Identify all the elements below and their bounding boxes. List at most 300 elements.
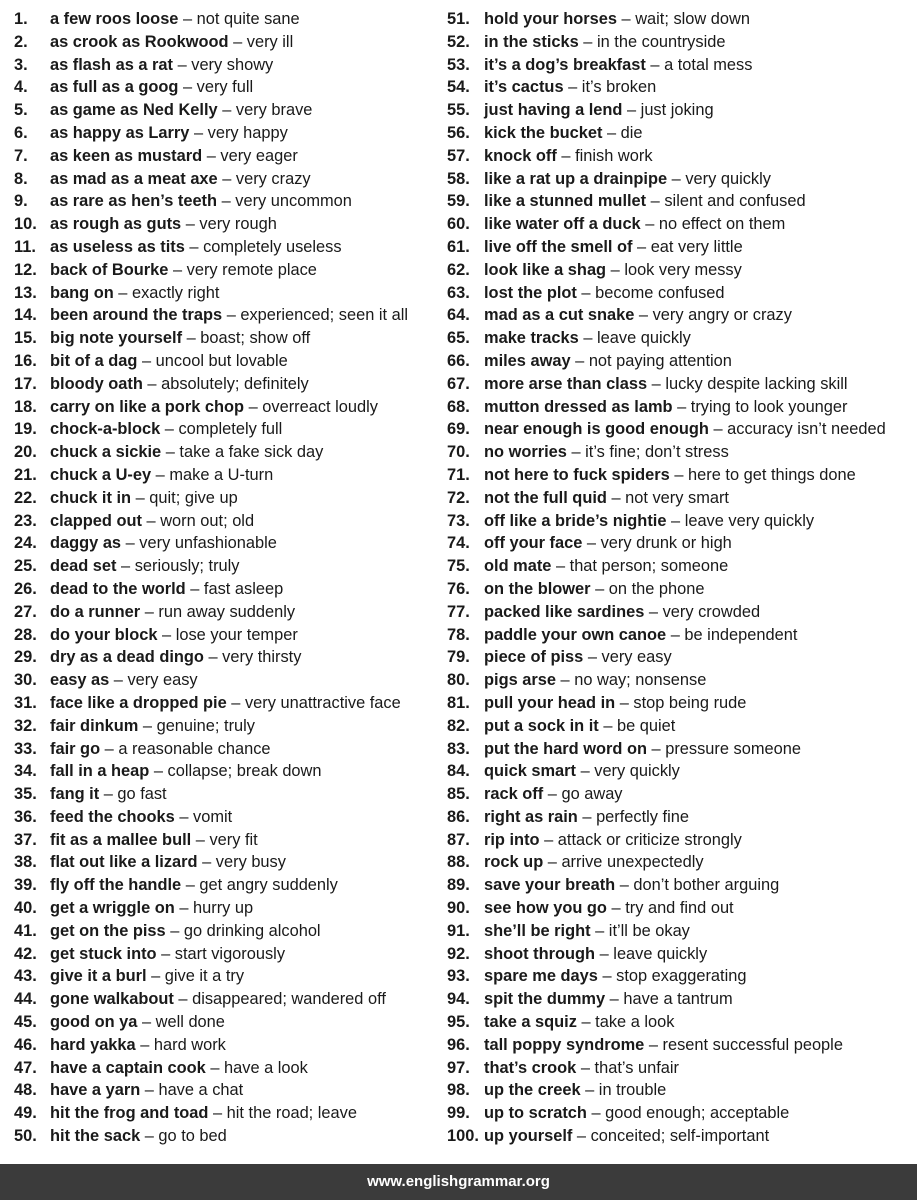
slang-term: up yourself — [484, 1127, 573, 1146]
separator-dash: – — [606, 899, 626, 918]
item-number: 8. — [14, 169, 28, 188]
slang-meaning: no effect on them — [658, 215, 786, 234]
slang-term: fit as a mallee bull — [50, 830, 192, 849]
list-item — [14, 965, 434, 988]
slang-term: as rare as hen’s teeth — [50, 192, 218, 211]
slang-term: have a yarn — [50, 1081, 141, 1100]
list-item — [447, 669, 913, 692]
slang-term: as mad as a meat axe — [50, 169, 218, 188]
list-item — [14, 418, 434, 441]
item-number: 44. — [14, 990, 37, 1009]
item-number: 6. — [14, 123, 28, 142]
item-number: 50. — [14, 1127, 37, 1146]
list-item — [14, 1034, 434, 1057]
list-item — [447, 760, 913, 783]
slang-meaning: very crazy — [235, 169, 311, 188]
slang-meaning: trying to look younger — [690, 397, 848, 416]
separator-dash: – — [582, 534, 601, 553]
item-number: 93. — [447, 967, 470, 986]
list-item — [14, 31, 434, 54]
slang-meaning: very easy — [601, 648, 672, 667]
list-item — [447, 510, 913, 533]
item-text — [484, 373, 848, 396]
item-number: 96. — [447, 1035, 470, 1054]
slang-meaning: go away — [561, 785, 623, 804]
item-text — [484, 715, 675, 738]
list-item — [447, 487, 913, 510]
item-number: 69. — [447, 420, 470, 439]
slang-meaning: on the phone — [608, 579, 705, 598]
item-text — [484, 578, 704, 601]
slang-meaning: worn out; old — [160, 511, 255, 530]
list-item — [447, 692, 913, 715]
item-text — [50, 213, 277, 236]
slang-meaning: collapse; break down — [167, 762, 322, 781]
list-item — [447, 31, 913, 54]
item-number: 21. — [14, 465, 37, 484]
item-number: 59. — [447, 192, 470, 211]
list-item — [447, 327, 913, 350]
item-number: 63. — [447, 283, 470, 302]
slang-term: get a wriggle on — [50, 899, 175, 918]
item-text — [50, 646, 301, 669]
separator-dash: – — [602, 123, 621, 142]
list-item — [447, 624, 913, 647]
item-text — [484, 510, 814, 533]
item-text — [50, 122, 288, 145]
separator-dash: – — [576, 762, 595, 781]
separator-dash: – — [622, 101, 641, 120]
slang-term: hit the frog and toad — [50, 1104, 209, 1123]
list-item — [447, 76, 913, 99]
slang-term: make tracks — [484, 329, 579, 348]
slang-meaning: it’ll be okay — [608, 921, 690, 940]
slang-meaning: very quickly — [594, 762, 680, 781]
separator-dash: – — [113, 283, 132, 302]
slang-term: mad as a cut snake — [484, 306, 635, 325]
list-item — [447, 190, 913, 213]
item-text — [50, 31, 293, 54]
separator-dash: – — [606, 488, 626, 507]
list-item — [447, 168, 913, 191]
slang-meaning: very ill — [246, 32, 294, 51]
item-text — [50, 373, 309, 396]
list-item — [14, 692, 434, 715]
slang-meaning: go fast — [117, 785, 167, 804]
list-item — [447, 965, 913, 988]
slang-meaning: uncool but lovable — [155, 351, 288, 370]
slang-term: paddle your own canoe — [484, 625, 667, 644]
slang-term: mutton dressed as lamb — [484, 397, 673, 416]
separator-dash: – — [121, 534, 140, 553]
list-item — [14, 624, 434, 647]
list-item — [14, 304, 434, 327]
separator-dash: – — [646, 739, 666, 758]
separator-dash: – — [157, 625, 176, 644]
slang-term: in the sticks — [484, 32, 579, 51]
separator-dash: – — [197, 853, 216, 872]
slang-term: kick the bucket — [484, 123, 603, 142]
item-number: 25. — [14, 557, 37, 576]
slang-meaning: have a chat — [158, 1081, 244, 1100]
item-number: 4. — [14, 78, 28, 97]
item-number: 98. — [447, 1081, 470, 1100]
item-number: 30. — [14, 671, 37, 690]
slang-term: spare me days — [484, 967, 598, 986]
separator-dash: – — [208, 1104, 227, 1123]
slang-meaning: silent and confused — [664, 192, 806, 211]
list-item — [447, 8, 913, 31]
slang-term: easy as — [50, 671, 110, 690]
item-number: 77. — [447, 602, 470, 621]
slang-meaning: leave very quickly — [684, 511, 815, 530]
slang-term: just having a lend — [484, 101, 623, 120]
slang-term: that’s crook — [484, 1058, 577, 1077]
item-text — [50, 1125, 227, 1148]
item-text — [50, 851, 286, 874]
item-number: 85. — [447, 785, 470, 804]
slang-meaning: become confused — [595, 283, 725, 302]
list-item — [447, 532, 913, 555]
list-item — [14, 738, 434, 761]
list-item — [447, 418, 913, 441]
item-text — [484, 122, 643, 145]
item-text — [484, 965, 746, 988]
item-number: 32. — [14, 716, 37, 735]
slang-meaning: absolutely; definitely — [161, 374, 309, 393]
slang-term: it’s a dog’s breakfast — [484, 55, 646, 74]
list-item — [14, 464, 434, 487]
slang-term: not here to fuck spiders — [484, 465, 670, 484]
item-number: 27. — [14, 602, 37, 621]
item-text — [484, 555, 728, 578]
item-text — [484, 624, 797, 647]
slang-term: put a sock in it — [484, 716, 599, 735]
slang-term: chuck a sickie — [50, 443, 162, 462]
list-item — [14, 8, 434, 31]
slang-meaning: just joking — [640, 101, 714, 120]
slang-meaning: that person; someone — [569, 557, 729, 576]
separator-dash: – — [580, 1081, 599, 1100]
list-item — [14, 259, 434, 282]
item-number: 45. — [14, 1013, 37, 1032]
item-text — [50, 806, 232, 829]
slang-term: fair dinkum — [50, 716, 139, 735]
item-number: 79. — [447, 648, 470, 667]
item-text — [50, 190, 352, 213]
slang-meaning: arrive unexpectedly — [561, 853, 704, 872]
item-number: 7. — [14, 146, 28, 165]
item-text — [484, 851, 704, 874]
slang-meaning: pressure someone — [665, 739, 801, 758]
list-item — [447, 259, 913, 282]
separator-dash: – — [174, 807, 194, 826]
slang-meaning: in the countryside — [596, 32, 726, 51]
item-text — [50, 874, 338, 897]
list-item — [447, 1034, 913, 1057]
item-text — [50, 259, 317, 282]
slang-term: feed the chooks — [50, 807, 175, 826]
slang-term: up the creek — [484, 1081, 581, 1100]
separator-dash: – — [576, 283, 596, 302]
list-item — [14, 327, 434, 350]
slang-meaning: disappeared; wandered off — [192, 990, 386, 1009]
list-item — [447, 601, 913, 624]
item-text — [484, 259, 742, 282]
slang-term: look like a shag — [484, 260, 607, 279]
separator-dash: – — [539, 830, 558, 849]
separator-dash: – — [644, 1035, 663, 1054]
list-item — [447, 236, 913, 259]
slang-term: do your block — [50, 625, 158, 644]
list-item — [14, 122, 434, 145]
slang-meaning: attack or criticize strongly — [557, 830, 742, 849]
list-item — [14, 1011, 434, 1034]
item-text — [484, 464, 856, 487]
separator-dash: – — [543, 853, 562, 872]
slang-term: not the full quid — [484, 488, 607, 507]
item-number: 29. — [14, 648, 37, 667]
slang-term: hard yakka — [50, 1035, 136, 1054]
slang-term: as keen as mustard — [50, 146, 203, 165]
slang-term: have a captain cook — [50, 1058, 206, 1077]
item-number: 64. — [447, 306, 470, 325]
list-item — [447, 806, 913, 829]
slang-meaning: conceited; self-important — [590, 1127, 770, 1146]
separator-dash: – — [146, 967, 165, 986]
slang-term: flat out like a lizard — [50, 853, 198, 872]
item-number: 73. — [447, 511, 470, 530]
slang-meaning: in trouble — [598, 1081, 667, 1100]
slang-term: fly off the handle — [50, 876, 182, 895]
item-number: 99. — [447, 1104, 470, 1123]
separator-dash: – — [217, 101, 236, 120]
slang-meaning: eat very little — [650, 237, 743, 256]
separator-dash: – — [156, 944, 175, 963]
separator-dash: – — [640, 215, 659, 234]
item-number: 87. — [447, 830, 470, 849]
slang-term: right as rain — [484, 807, 578, 826]
list-item — [447, 396, 913, 419]
separator-dash: – — [205, 1058, 225, 1077]
item-number: 82. — [447, 716, 470, 735]
item-text — [484, 190, 806, 213]
separator-dash: – — [577, 807, 597, 826]
slang-meaning: good enough; acceptable — [605, 1104, 790, 1123]
item-number: 20. — [14, 443, 37, 462]
item-number: 53. — [447, 55, 470, 74]
item-text — [484, 304, 792, 327]
slang-term: like a rat up a drainpipe — [484, 169, 668, 188]
list-item — [447, 145, 913, 168]
slang-meaning: have a tantrum — [623, 990, 733, 1009]
item-text — [484, 213, 785, 236]
item-text — [484, 396, 848, 419]
list-item — [14, 1079, 434, 1102]
separator-dash: – — [555, 671, 575, 690]
list-item — [14, 988, 434, 1011]
list-item — [447, 874, 913, 897]
item-number: 22. — [14, 488, 37, 507]
slang-term: get on the piss — [50, 921, 166, 940]
item-number: 91. — [447, 921, 470, 940]
slang-term: spit the dummy — [484, 990, 606, 1009]
slang-meaning: no way; nonsense — [574, 671, 707, 690]
separator-dash: – — [138, 716, 157, 735]
separator-dash: – — [615, 876, 634, 895]
slang-term: clapped out — [50, 511, 142, 530]
item-text — [50, 920, 321, 943]
slang-term: chuck a U-ey — [50, 465, 152, 484]
item-text — [484, 418, 886, 441]
separator-dash: – — [173, 55, 192, 74]
slang-meaning: very full — [196, 78, 254, 97]
slang-term: as useless as tits — [50, 237, 185, 256]
separator-dash: – — [586, 1104, 606, 1123]
slang-term: chuck it in — [50, 488, 132, 507]
slang-meaning: take a look — [595, 1013, 675, 1032]
item-number: 40. — [14, 899, 37, 918]
list-item — [14, 1102, 434, 1125]
list-item — [447, 282, 913, 305]
slang-meaning: very happy — [207, 123, 288, 142]
item-text — [484, 327, 691, 350]
separator-dash: – — [551, 557, 570, 576]
slang-term: see how you go — [484, 899, 607, 918]
slang-meaning: very remote place — [186, 260, 317, 279]
item-text — [484, 54, 752, 77]
item-number: 28. — [14, 625, 37, 644]
separator-dash: – — [222, 306, 241, 325]
slang-term: shoot through — [484, 944, 596, 963]
slang-meaning: very rough — [199, 215, 277, 234]
item-text — [484, 988, 733, 1011]
slang-term: put the hard word on — [484, 739, 647, 758]
item-number: 1. — [14, 10, 28, 28]
slang-term: big note yourself — [50, 329, 183, 348]
item-number: 92. — [447, 944, 470, 963]
separator-dash: – — [217, 169, 236, 188]
list-item — [14, 829, 434, 852]
slang-term: off your face — [484, 534, 583, 553]
separator-dash: – — [149, 762, 168, 781]
item-text — [484, 532, 732, 555]
slang-meaning: accuracy isn’t needed — [727, 420, 886, 439]
slang-term: as rough as guts — [50, 215, 182, 234]
item-text — [50, 1102, 357, 1125]
item-number: 41. — [14, 921, 37, 940]
item-text — [50, 76, 253, 99]
slang-meaning: completely useless — [203, 237, 342, 256]
item-number: 97. — [447, 1058, 470, 1077]
separator-dash: – — [226, 693, 245, 712]
right-column — [447, 8, 913, 1148]
list-item — [14, 282, 434, 305]
slang-meaning: hurry up — [193, 899, 254, 918]
list-item — [447, 441, 913, 464]
slang-term: get stuck into — [50, 944, 157, 963]
list-item — [14, 99, 434, 122]
item-number: 11. — [14, 237, 36, 256]
slang-meaning: leave quickly — [597, 329, 691, 348]
item-text — [484, 1125, 769, 1148]
item-number: 88. — [447, 853, 470, 872]
slang-term: save your breath — [484, 876, 616, 895]
item-text — [50, 965, 244, 988]
item-number: 61. — [447, 237, 470, 256]
item-number: 75. — [447, 557, 470, 576]
slang-meaning: here to get things done — [688, 465, 856, 484]
slang-term: lost the plot — [484, 283, 577, 302]
separator-dash: – — [576, 1058, 595, 1077]
list-item — [447, 897, 913, 920]
item-number: 57. — [447, 146, 470, 165]
separator-dash: – — [140, 602, 159, 621]
list-item — [14, 669, 434, 692]
separator-dash: – — [181, 876, 200, 895]
item-text — [50, 555, 239, 578]
list-item — [447, 715, 913, 738]
list-item — [14, 350, 434, 373]
slang-term: up to scratch — [484, 1104, 587, 1123]
slang-term: hit the sack — [50, 1127, 141, 1146]
separator-dash: – — [666, 511, 685, 530]
slang-meaning: get angry suddenly — [199, 876, 338, 895]
item-number: 94. — [447, 990, 470, 1009]
slang-meaning: genuine; truly — [156, 716, 255, 735]
item-number: 86. — [447, 807, 470, 826]
slang-meaning: hard work — [153, 1035, 226, 1054]
separator-dash: – — [615, 693, 634, 712]
slang-term: chock-a-block — [50, 420, 161, 439]
slang-meaning: very brave — [235, 101, 313, 120]
slang-term: fang it — [50, 785, 100, 804]
separator-dash: – — [634, 306, 653, 325]
separator-dash: – — [184, 237, 204, 256]
item-text — [484, 783, 623, 806]
slang-term: piece of piss — [484, 648, 584, 667]
item-text — [50, 601, 295, 624]
slang-term: rock up — [484, 853, 544, 872]
item-text — [484, 1102, 789, 1125]
item-text — [484, 8, 750, 31]
slang-term: as game as Ned Kelly — [50, 101, 218, 120]
footer-url: www.englishgrammar.org — [367, 1173, 550, 1190]
list-item — [14, 168, 434, 191]
item-number: 80. — [447, 671, 470, 690]
separator-dash: – — [189, 123, 208, 142]
item-text — [484, 760, 680, 783]
item-number: 71. — [447, 465, 470, 484]
item-number: 95. — [447, 1013, 470, 1032]
item-text — [484, 692, 746, 715]
separator-dash: – — [543, 785, 562, 804]
separator-dash: – — [566, 443, 586, 462]
separator-dash: – — [142, 374, 162, 393]
item-text — [484, 282, 725, 305]
separator-dash: – — [203, 648, 223, 667]
slang-term: like a stunned mullet — [484, 192, 647, 211]
slang-term: bit of a dag — [50, 351, 138, 370]
item-number: 76. — [447, 579, 470, 598]
item-text — [50, 943, 285, 966]
item-text — [484, 601, 760, 624]
separator-dash: – — [647, 374, 666, 393]
list-item — [14, 396, 434, 419]
separator-dash: – — [583, 648, 602, 667]
separator-dash: – — [137, 1013, 156, 1032]
list-item — [447, 783, 913, 806]
